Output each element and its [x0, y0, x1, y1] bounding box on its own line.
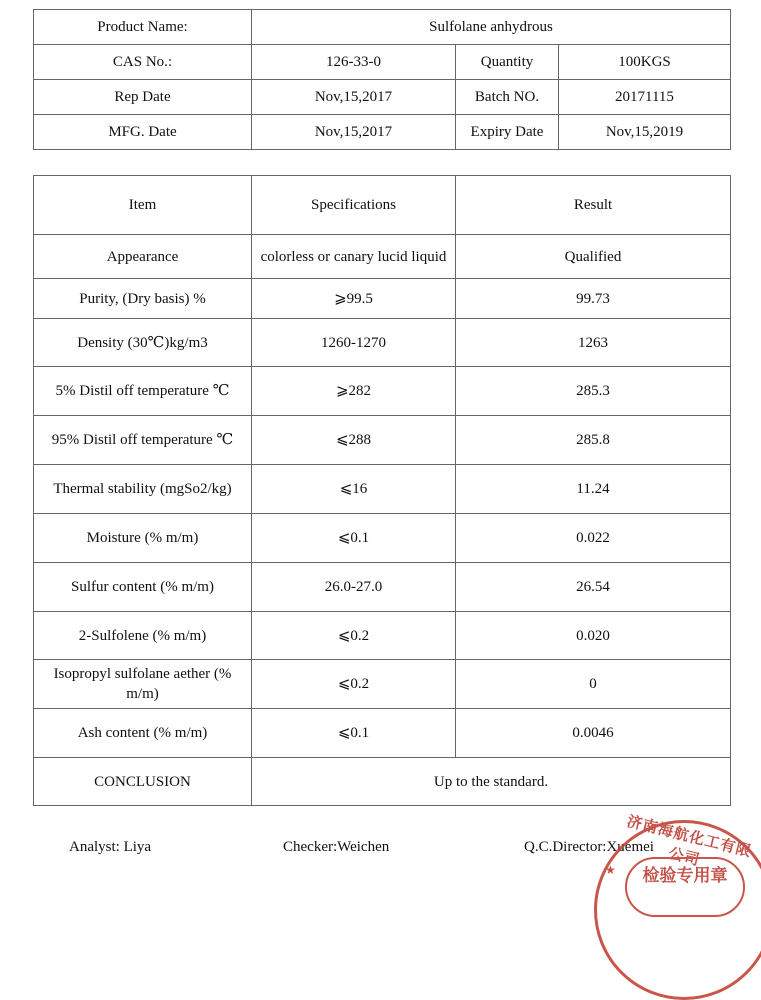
table-row	[34, 319, 731, 367]
product-name-value: Sulfolane anhydrous	[252, 10, 731, 45]
spec-cell: 1260-1270	[252, 319, 456, 367]
table-row	[34, 709, 731, 758]
spec-cell: ⩽0.1	[252, 514, 456, 563]
item-cell: Isopropyl sulfolane aether (% m/m)	[34, 660, 252, 709]
table-row	[34, 367, 731, 416]
result-cell: 0.0046	[456, 709, 731, 758]
item-cell: Sulfur content (% m/m)	[34, 563, 252, 612]
expiry-date-label: Expiry Date	[456, 115, 559, 150]
star-icon: ★	[605, 863, 616, 877]
result-cell: 99.73	[456, 279, 731, 319]
batch-label: Batch NO.	[456, 80, 559, 115]
table-row	[34, 563, 731, 612]
product-info-table	[33, 9, 731, 150]
spec-cell: ⩽0.2	[252, 612, 456, 660]
spec-cell: ⩽0.1	[252, 709, 456, 758]
conclusion-value: Up to the standard.	[252, 758, 731, 806]
info-row-rep-date	[34, 80, 731, 115]
product-name-label: Product Name:	[34, 10, 252, 45]
result-cell: 11.24	[456, 465, 731, 514]
mfg-date-value: Nov,15,2017	[252, 115, 456, 150]
item-cell: Thermal stability (mgSo2/kg)	[34, 465, 252, 514]
table-row	[34, 612, 731, 660]
table-row	[34, 660, 731, 709]
spec-cell: 26.0-27.0	[252, 563, 456, 612]
table-row	[34, 279, 731, 319]
info-row-product-name	[34, 10, 731, 45]
result-cell: 26.54	[456, 563, 731, 612]
quantity-label: Quantity	[456, 45, 559, 80]
conclusion-row	[34, 758, 731, 806]
spec-header-row	[34, 176, 731, 235]
item-cell: Appearance	[34, 235, 252, 279]
spec-cell: ⩽16	[252, 465, 456, 514]
rep-date-label: Rep Date	[34, 80, 252, 115]
item-cell: Density (30℃)kg/m3	[34, 319, 252, 367]
item-cell: 95% Distil off temperature ℃	[34, 416, 252, 465]
item-cell: 2-Sulfolene (% m/m)	[34, 612, 252, 660]
cas-value: 126-33-0	[252, 45, 456, 80]
result-cell: 0.020	[456, 612, 731, 660]
item-cell: Ash content (% m/m)	[34, 709, 252, 758]
expiry-date-value: Nov,15,2019	[559, 115, 731, 150]
table-row	[34, 416, 731, 465]
batch-value: 20171115	[559, 80, 731, 115]
result-cell: 285.8	[456, 416, 731, 465]
mfg-date-label: MFG. Date	[34, 115, 252, 150]
cas-label: CAS No.:	[34, 45, 252, 80]
spec-cell: ⩾99.5	[252, 279, 456, 319]
table-row	[34, 465, 731, 514]
qc-director-signature: Q.C.Director:Xuemei	[524, 839, 654, 855]
header-result: Result	[456, 176, 731, 235]
stamp-inspection-text: 检验专用章	[642, 866, 728, 886]
item-cell: 5% Distil off temperature ℃	[34, 367, 252, 416]
header-specifications: Specifications	[252, 176, 456, 235]
result-cell: 0.022	[456, 514, 731, 563]
rep-date-value: Nov,15,2017	[252, 80, 456, 115]
specification-table	[33, 175, 731, 806]
item-cell: Purity, (Dry basis) %	[34, 279, 252, 319]
result-cell: Qualified	[456, 235, 731, 279]
result-cell: 0	[456, 660, 731, 709]
quantity-value: 100KGS	[559, 45, 731, 80]
spec-cell: ⩽288	[252, 416, 456, 465]
spec-cell: ⩾282	[252, 367, 456, 416]
spec-cell: ⩽0.2	[252, 660, 456, 709]
checker-signature: Checker:Weichen	[283, 839, 390, 855]
table-row	[34, 235, 731, 279]
item-cell: Moisture (% m/m)	[34, 514, 252, 563]
stamp-company-name: 济南海航化工有限公司	[625, 812, 754, 870]
company-seal-stamp	[594, 812, 761, 1000]
result-cell: 285.3	[456, 367, 731, 416]
info-row-cas	[34, 45, 731, 80]
conclusion-label: CONCLUSION	[34, 758, 252, 806]
info-row-mfg-date	[34, 115, 731, 150]
spec-cell: colorless or canary lucid liquid	[252, 235, 456, 279]
result-cell: 1263	[456, 319, 731, 367]
analyst-signature: Analyst: Liya	[69, 839, 152, 855]
table-row	[34, 514, 731, 563]
header-item: Item	[34, 176, 252, 235]
